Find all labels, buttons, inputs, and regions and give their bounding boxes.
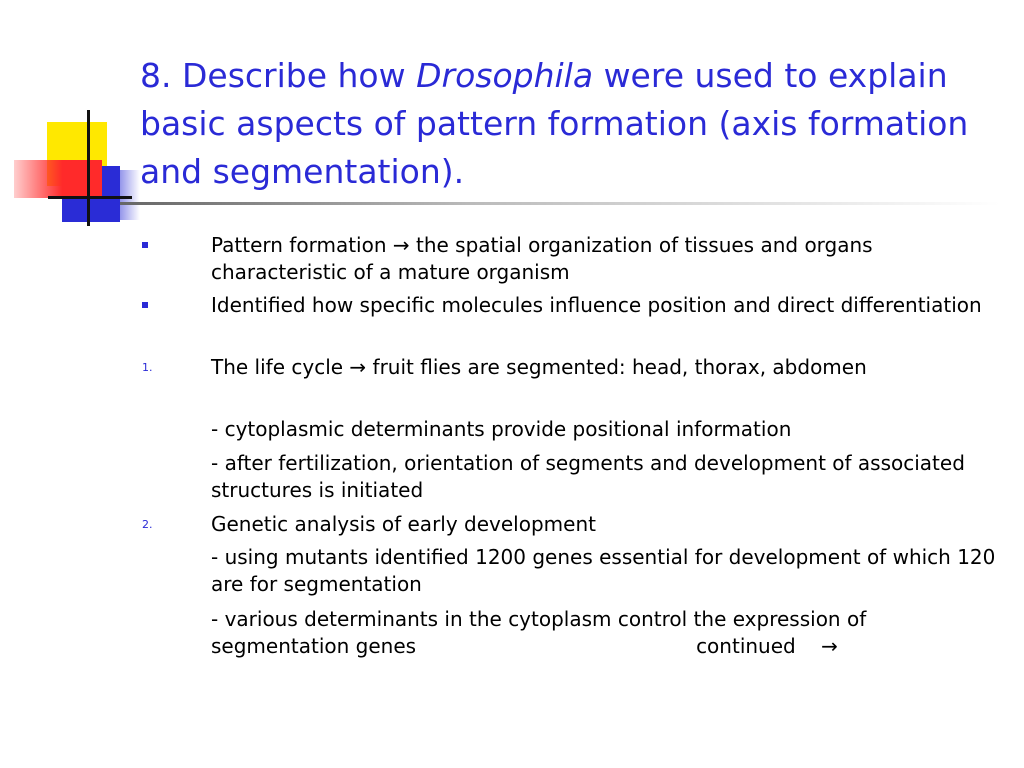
decorative-blue-fade [100,170,140,220]
list-item-text: Genetic analysis of early development [211,512,596,536]
list-item-text: Identified how specific molecules influence position and direct differentiation [211,293,982,317]
slide-title [140,52,1000,196]
continued-label: continued [696,634,796,658]
square-bullet-icon [142,232,182,259]
list-item-text: - cytoplasmic determinants provide positional information [211,417,792,441]
list-item-text: Pattern formation → the spatial organization of tissues and organs characteristic of a mature organism [211,233,873,284]
decorative-vertical-line [87,110,90,226]
title-species: Drosophila [416,56,594,95]
list-item-text: - various determinants in the cytoplasm control the expression of segmentation genes continued → [211,607,867,658]
list-number: 2. [142,518,153,531]
title-prefix: 8. Describe how [140,56,417,95]
square-bullet-icon [142,292,182,319]
decorative-horizontal-line [48,196,132,199]
list-number: 1. [142,361,153,374]
list-item-text: - using mutants identified 1200 genes essential for development of which 120 are for segmentation [211,545,996,596]
list-item-text: The life cycle → fruit flies are segmented: head, thorax, abdomen [211,355,867,379]
right-arrow-icon: → [349,355,367,379]
title-divider [120,202,1000,205]
list-item-text: - after fertilization, orientation of segments and development of associated structures is initiated [211,451,965,502]
right-arrow-icon: → [821,634,838,658]
title-suffix: were used to explain basic aspects of pattern formation (axis formation and segmentation). [140,56,969,191]
right-arrow-icon: → [392,233,410,257]
